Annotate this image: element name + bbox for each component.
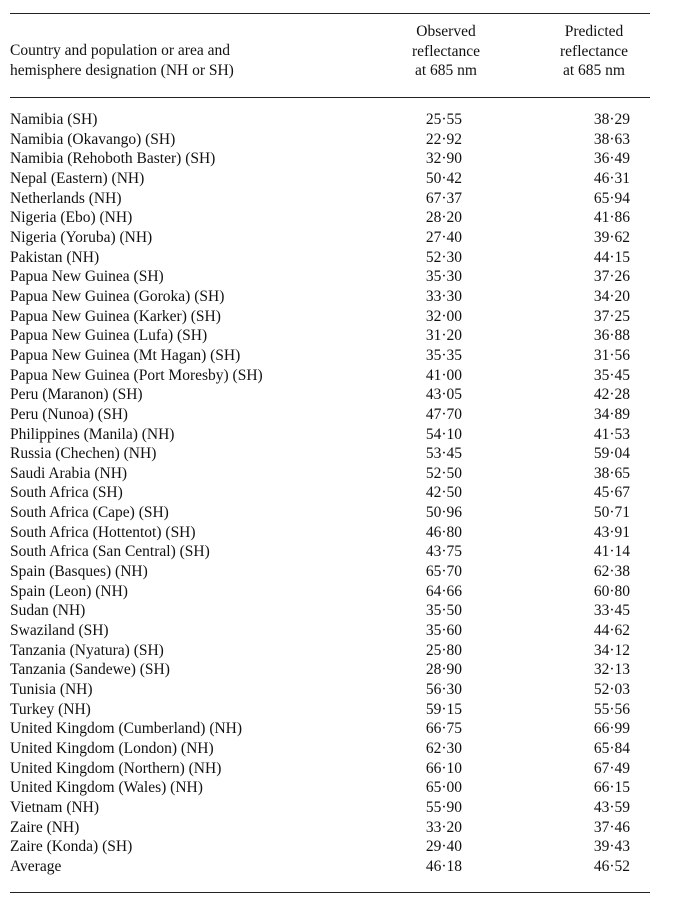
reflectance-table — [10, 110, 650, 877]
row-predicted-reflectance: 65·84 — [593, 740, 630, 757]
row-country: Namibia (Okavango) (SH) — [10, 130, 176, 148]
row-country: Russia (Chechen) (NH) — [10, 445, 157, 463]
row-country: Zaire (Konda) (SH) — [10, 838, 133, 856]
row-observed-reflectance: 56·30 — [425, 681, 462, 699]
row-country: United Kingdom (Northern) (NH) — [10, 759, 222, 777]
row-predicted-reflectance: 38·63 — [593, 130, 630, 148]
row-predicted-reflectance: 65·94 — [593, 189, 630, 207]
table-row — [10, 719, 650, 739]
row-predicted-reflectance: 46·31 — [593, 169, 630, 187]
row-predicted-reflectance: 34·89 — [593, 405, 630, 423]
row-country: Saudi Arabia (NH) — [10, 464, 128, 482]
row-country: Average — [10, 857, 62, 875]
row-observed-reflectance: 47·70 — [425, 405, 462, 423]
table-row — [10, 189, 650, 209]
table-row — [10, 464, 650, 484]
table-row — [10, 542, 650, 562]
table-row — [10, 798, 650, 818]
table-row — [10, 228, 650, 248]
row-country: Nepal (Eastern) (NH) — [10, 169, 145, 187]
row-observed-reflectance: 33·30 — [425, 287, 462, 305]
row-country: Tanzania (Sandewe) (SH) — [10, 661, 170, 679]
row-observed-reflectance: 43·75 — [425, 543, 462, 561]
row-observed-reflectance: 62·30 — [425, 740, 462, 757]
table-row — [10, 149, 650, 169]
table-row — [10, 110, 650, 130]
row-predicted-reflectance: 66·99 — [593, 720, 630, 738]
row-predicted-reflectance: 35·45 — [593, 366, 630, 384]
row-observed-reflectance: 32·00 — [425, 307, 462, 325]
row-predicted-reflectance: 34·12 — [593, 641, 630, 659]
row-predicted-reflectance: 66·15 — [593, 779, 630, 797]
row-predicted-reflectance: 41·86 — [593, 209, 630, 227]
row-predicted-reflectance: 60·80 — [593, 582, 630, 600]
row-country: Sudan (NH) — [10, 602, 86, 620]
row-country: Zaire (NH) — [10, 818, 80, 836]
row-observed-reflectance: 35·50 — [425, 602, 462, 620]
row-country: Peru (Maranon) (SH) — [10, 386, 143, 404]
row-country: Nigeria (Ebo) (NH) — [10, 209, 133, 227]
row-observed-reflectance: 32·90 — [425, 150, 462, 168]
row-predicted-reflectance: 45·67 — [593, 484, 630, 502]
row-predicted-reflectance: 55·56 — [593, 700, 630, 718]
table-row — [10, 759, 650, 779]
row-predicted-reflectance: 31·56 — [593, 346, 630, 364]
row-observed-reflectance: 52·30 — [425, 248, 462, 266]
row-predicted-reflectance: 42·28 — [593, 386, 630, 404]
table-row — [10, 248, 650, 268]
table-row — [10, 208, 650, 228]
row-predicted-reflectance: 46·52 — [593, 857, 630, 875]
table-row — [10, 405, 650, 425]
row-predicted-reflectance: 67·49 — [593, 759, 630, 777]
row-predicted-reflectance: 39·62 — [593, 228, 630, 246]
table-row — [10, 778, 650, 798]
row-observed-reflectance: 59·15 — [425, 700, 462, 718]
row-country: United Kingdom (Cumberland) (NH) — [10, 720, 243, 738]
row-observed-reflectance: 42·50 — [425, 484, 462, 502]
row-predicted-reflectance: 34·20 — [593, 287, 630, 305]
table-row — [10, 837, 650, 857]
table-row — [10, 700, 650, 720]
row-predicted-reflectance: 37·25 — [593, 307, 630, 325]
table-row — [10, 307, 650, 327]
row-country: Netherlands (NH) — [10, 189, 122, 207]
table-row — [10, 562, 650, 582]
header-observed-reflectance: Observed reflectance at 685 nm — [412, 23, 480, 79]
table-row — [10, 601, 650, 621]
row-country: Tunisia (NH) — [10, 681, 93, 699]
row-observed-reflectance: 33·20 — [425, 818, 462, 836]
table-body — [10, 110, 650, 877]
table-row — [10, 425, 650, 445]
table-row — [10, 130, 650, 150]
row-predicted-reflectance: 50·71 — [593, 504, 630, 522]
table-top-rule — [10, 13, 650, 14]
row-country: Namibia (Rehoboth Baster) (SH) — [10, 150, 216, 168]
row-predicted-reflectance: 37·26 — [593, 268, 630, 286]
row-observed-reflectance: 28·90 — [425, 661, 462, 679]
row-country: Swaziland (SH) — [10, 622, 109, 640]
row-country: South Africa (SH) — [10, 484, 123, 502]
row-observed-reflectance: 66·75 — [425, 720, 462, 738]
table-row — [10, 680, 650, 700]
table-header — [10, 22, 650, 86]
row-country: Papua New Guinea (SH) — [10, 268, 164, 286]
row-observed-reflectance: 50·96 — [425, 504, 462, 522]
row-predicted-reflectance: 33·45 — [593, 602, 630, 620]
row-observed-reflectance: 25·55 — [425, 111, 462, 128]
row-observed-reflectance: 54·10 — [425, 425, 462, 443]
row-country: United Kingdom (Wales) (NH) — [10, 779, 203, 797]
table-row — [10, 857, 650, 877]
row-observed-reflectance: 46·18 — [425, 857, 462, 875]
row-observed-reflectance: 53·45 — [425, 445, 462, 463]
row-predicted-reflectance: 59·04 — [593, 445, 630, 463]
table-row — [10, 267, 650, 287]
table-row — [10, 287, 650, 307]
row-predicted-reflectance: 37·46 — [593, 818, 630, 836]
row-predicted-reflectance: 44·15 — [593, 248, 630, 266]
table-row — [10, 169, 650, 189]
row-observed-reflectance: 31·20 — [425, 327, 462, 345]
row-observed-reflectance: 46·80 — [425, 523, 462, 541]
table-row — [10, 523, 650, 543]
table-row — [10, 641, 650, 661]
row-predicted-reflectance: 52·03 — [593, 681, 630, 699]
row-observed-reflectance: 22·92 — [425, 130, 462, 148]
row-observed-reflectance: 65·70 — [425, 563, 462, 581]
table-row — [10, 739, 650, 759]
row-predicted-reflectance: 41·14 — [593, 543, 630, 561]
row-country: South Africa (Cape) (SH) — [10, 504, 169, 522]
row-country: Vietnam (NH) — [10, 798, 100, 816]
row-observed-reflectance: 55·90 — [425, 798, 462, 816]
row-country: Pakistan (NH) — [10, 248, 100, 266]
table-bottom-rule — [10, 892, 650, 893]
row-observed-reflectance: 52·50 — [425, 464, 462, 482]
row-predicted-reflectance: 62·38 — [593, 563, 630, 581]
row-observed-reflectance: 35·30 — [425, 268, 462, 286]
row-country: Papua New Guinea (Mt Hagan) (SH) — [10, 346, 241, 364]
row-predicted-reflectance: 44·62 — [593, 622, 630, 640]
row-predicted-reflectance: 38·29 — [593, 111, 630, 128]
row-observed-reflectance: 27·40 — [425, 228, 462, 246]
row-observed-reflectance: 50·42 — [425, 169, 462, 187]
row-country: Papua New Guinea (Lufa) (SH) — [10, 327, 208, 345]
row-observed-reflectance: 66·10 — [425, 759, 462, 777]
table-row — [10, 483, 650, 503]
table-row — [10, 385, 650, 405]
row-predicted-reflectance: 39·43 — [593, 838, 630, 856]
row-observed-reflectance: 35·35 — [425, 346, 462, 364]
table-row — [10, 621, 650, 641]
row-country: Spain (Leon) (NH) — [10, 582, 128, 600]
row-country: Turkey (NH) — [10, 700, 91, 718]
row-observed-reflectance: 65·00 — [425, 779, 462, 797]
row-predicted-reflectance: 36·88 — [593, 327, 630, 345]
row-observed-reflectance: 67·37 — [425, 189, 462, 207]
header-predicted-reflectance: Predicted reflectance at 685 nm — [560, 23, 628, 79]
row-observed-reflectance: 64·66 — [425, 582, 462, 600]
row-observed-reflectance: 25·80 — [425, 641, 462, 659]
table-row — [10, 660, 650, 680]
row-country: Nigeria (Yoruba) (NH) — [10, 228, 153, 246]
row-predicted-reflectance: 36·49 — [593, 150, 630, 168]
row-country: Spain (Basques) (NH) — [10, 563, 148, 581]
row-country: Namibia (SH) — [10, 111, 98, 128]
row-country: Papua New Guinea (Goroka) (SH) — [10, 287, 225, 305]
row-observed-reflectance: 28·20 — [425, 209, 462, 227]
row-predicted-reflectance: 43·59 — [593, 798, 630, 816]
row-country: South Africa (San Central) (SH) — [10, 543, 210, 561]
table-header-rule — [10, 97, 650, 98]
row-country: Papua New Guinea (Karker) (SH) — [10, 307, 221, 325]
row-country: Papua New Guinea (Port Moresby) (SH) — [10, 366, 263, 384]
table-row — [10, 444, 650, 464]
table-row — [10, 503, 650, 523]
row-country: Peru (Nunoa) (SH) — [10, 405, 128, 423]
table-row — [10, 346, 650, 366]
row-predicted-reflectance: 38·65 — [593, 464, 630, 482]
row-predicted-reflectance: 43·91 — [593, 523, 630, 541]
row-observed-reflectance: 29·40 — [425, 838, 462, 856]
table-row — [10, 818, 650, 838]
row-predicted-reflectance: 41·53 — [593, 425, 630, 443]
table-row — [10, 582, 650, 602]
row-predicted-reflectance: 32·13 — [593, 661, 630, 679]
row-country: United Kingdom (London) (NH) — [10, 740, 214, 757]
header-country: Country and population or area and hemisphere designation (NH or SH) — [10, 42, 234, 79]
row-country: South Africa (Hottentot) (SH) — [10, 523, 196, 541]
row-country: Philippines (Manila) (NH) — [10, 425, 175, 443]
row-observed-reflectance: 41·00 — [425, 366, 462, 384]
row-country: Tanzania (Nyatura) (SH) — [10, 641, 164, 659]
table-row — [10, 326, 650, 346]
row-observed-reflectance: 43·05 — [425, 386, 462, 404]
row-observed-reflectance: 35·60 — [425, 622, 462, 640]
table-row — [10, 366, 650, 386]
